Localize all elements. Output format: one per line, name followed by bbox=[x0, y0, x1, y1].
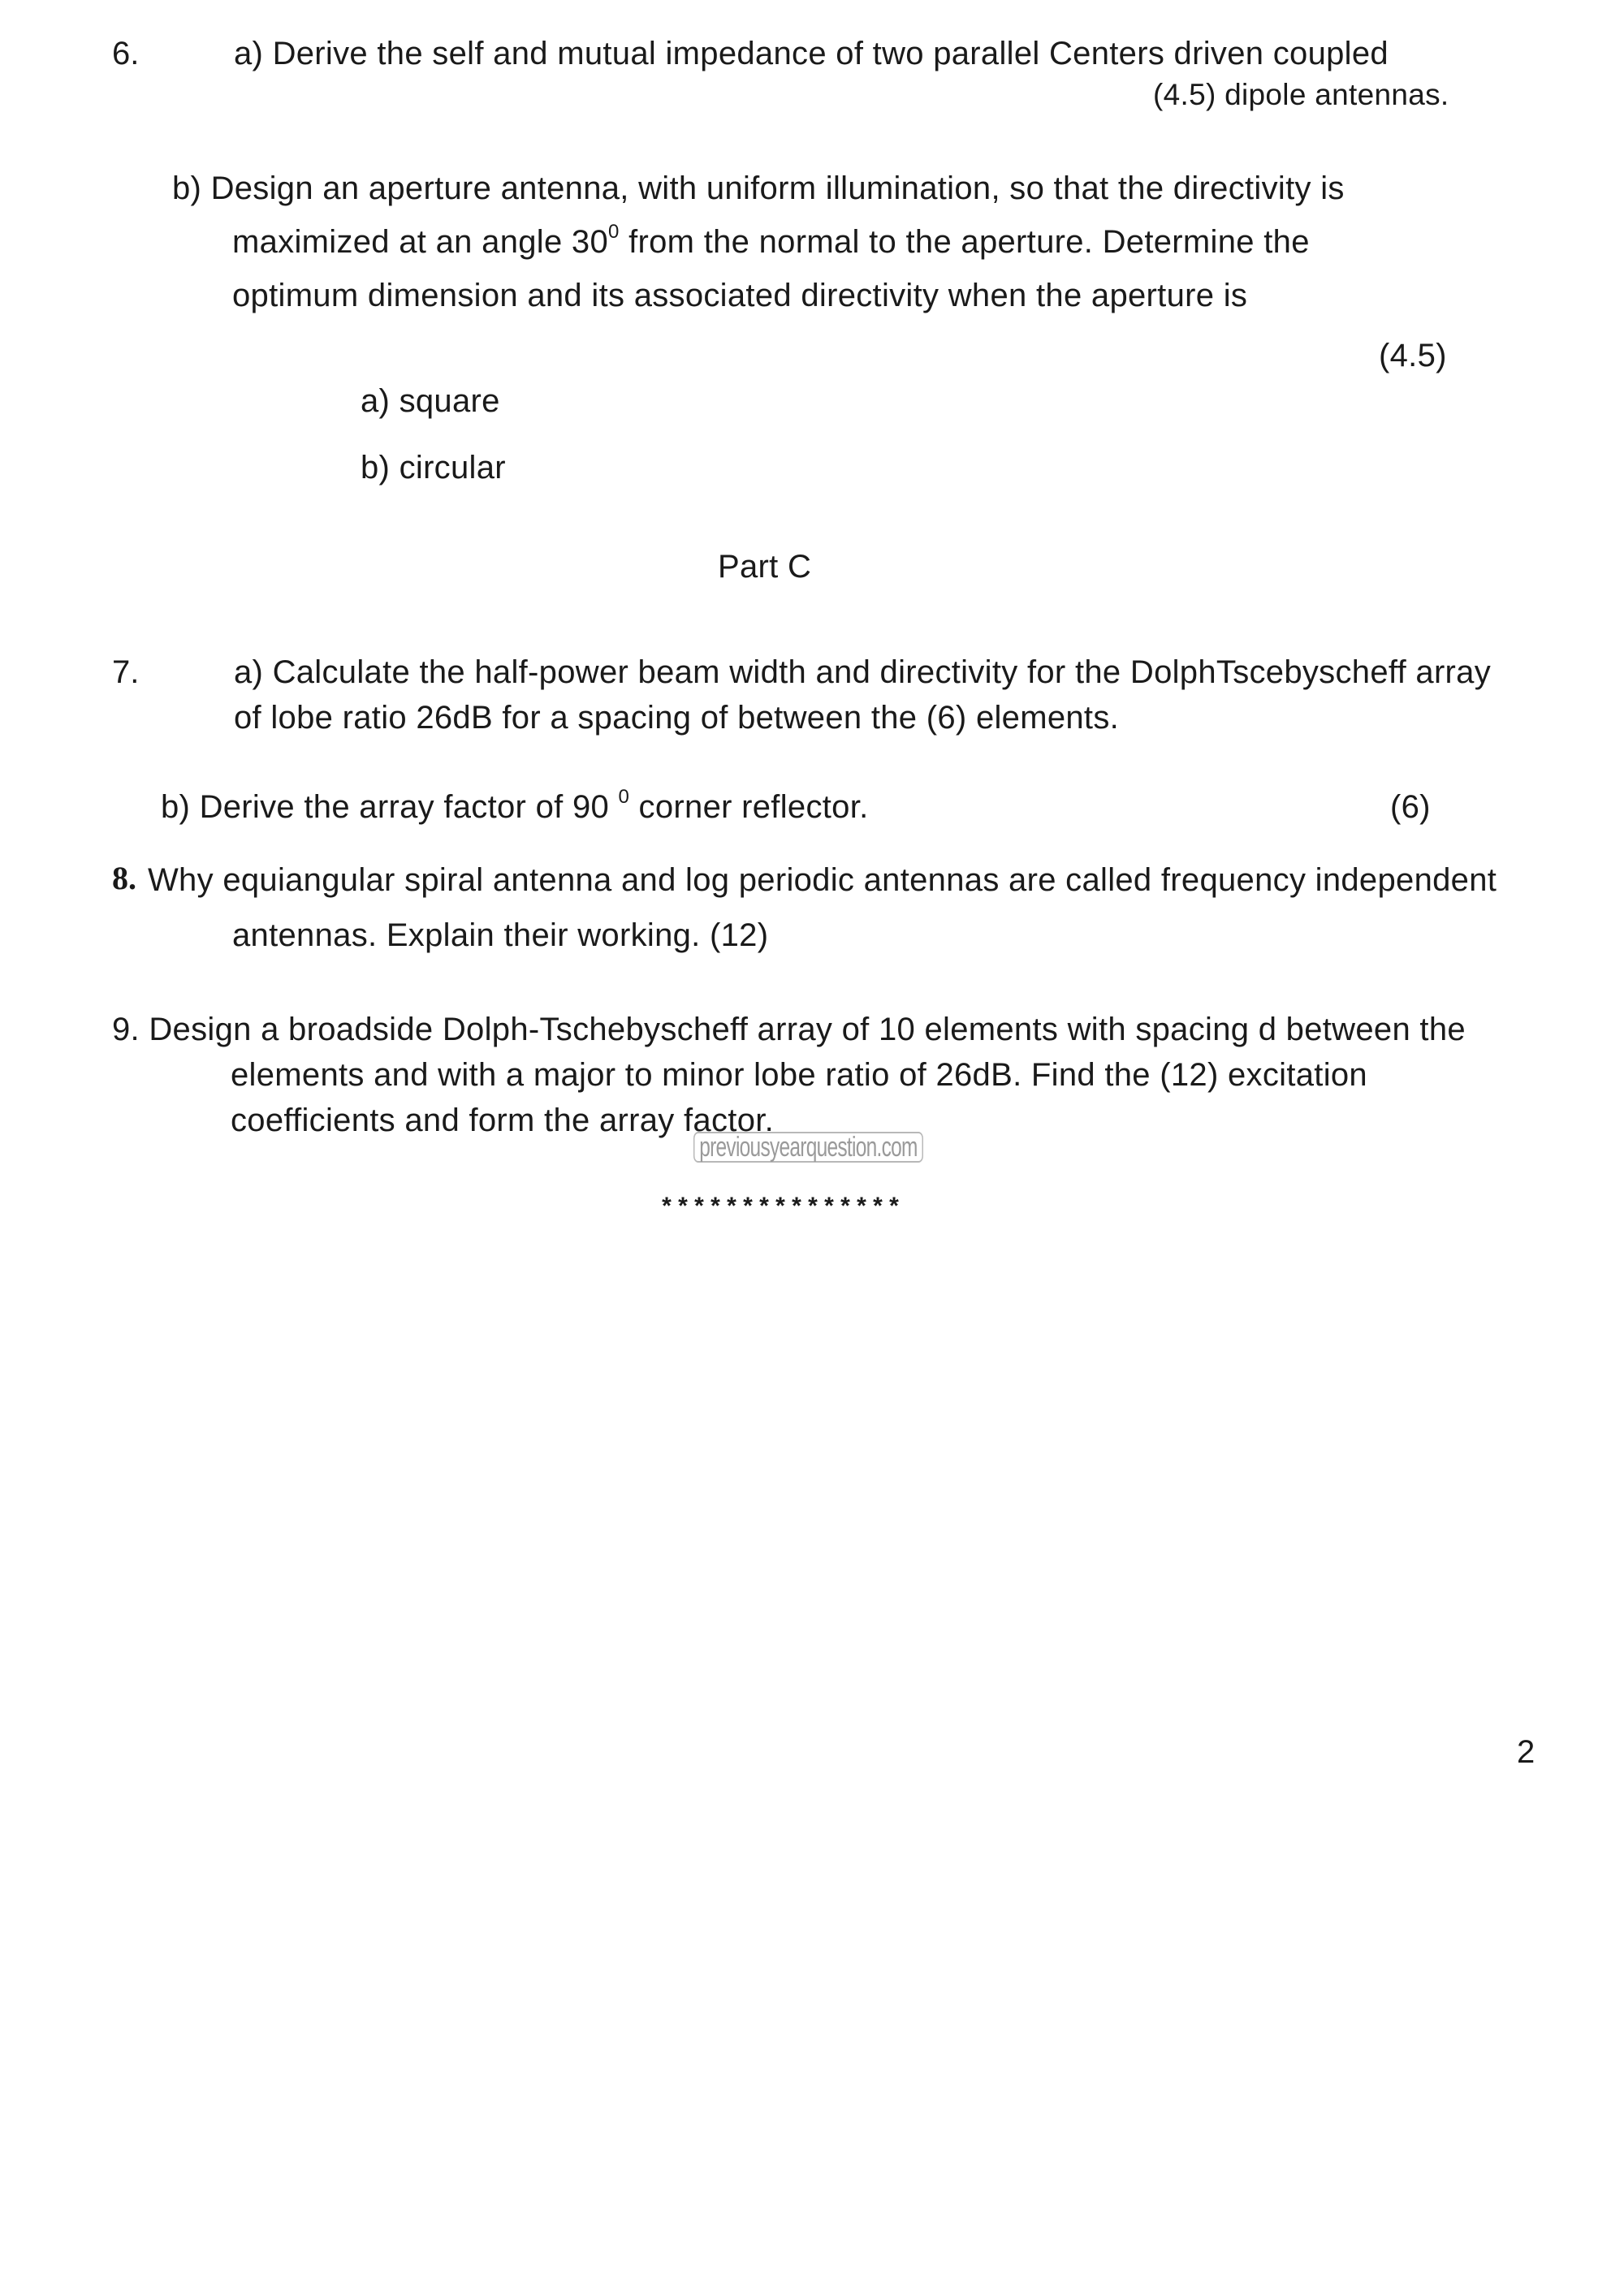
q7b-marks: (6) bbox=[1390, 789, 1431, 825]
q7b-text-rest: corner reflector. bbox=[629, 789, 869, 825]
q8-line1: Why equiangular spiral antenna and log periodic antennas are called frequency independent bbox=[148, 862, 1497, 898]
q7b-line bbox=[161, 786, 869, 825]
q6b-option-circular: b) circular bbox=[361, 450, 506, 486]
q6b-line3: optimum dimension and its associated directivity when the aperture is bbox=[232, 278, 1248, 313]
q8-number: 8. bbox=[112, 860, 136, 896]
end-of-paper-marker: *************** bbox=[659, 1195, 904, 1223]
section-heading-part-c: Part C bbox=[718, 549, 812, 585]
q6b-line2 bbox=[232, 221, 1310, 260]
page-number: 2 bbox=[1517, 1734, 1535, 1770]
q6b-line2-text-rest: from the normal to the aperture. Determine the bbox=[619, 224, 1310, 260]
q9-line2: elements and with a major to minor lobe ratio of 26dB. Find the (12) excitation bbox=[231, 1057, 1367, 1093]
q6b-line2-text: maximized at an angle 30 bbox=[232, 224, 609, 260]
q7a-line2: of lobe ratio 26dB for a spacing of between the (6) elements. bbox=[234, 700, 1120, 736]
degree-superscript: 0 bbox=[618, 786, 630, 808]
degree-superscript: 0 bbox=[608, 221, 620, 243]
q9-line3: coefficients and form the array factor. bbox=[231, 1103, 775, 1138]
q6-number: 6. bbox=[112, 36, 140, 71]
watermark-logo: previousyearquestion.com bbox=[693, 1132, 923, 1163]
q6a-line2: (4.5) dipole antennas. bbox=[1153, 78, 1449, 111]
q6b-marks: (4.5) bbox=[1379, 338, 1447, 373]
q9-line1: 9. Design a broadside Dolph-Tschebyscheff array of 10 elements with spacing d between the bbox=[112, 1012, 1466, 1047]
q7b-text: b) Derive the array factor of 90 bbox=[161, 789, 619, 825]
q6b-line1: b) Design an aperture antenna, with uniform illumination, so that the directivity is bbox=[172, 170, 1345, 206]
q6b-option-square: a) square bbox=[361, 383, 500, 419]
q6a-line1: a) Derive the self and mutual impedance of two parallel Centers driven coupled bbox=[234, 36, 1389, 71]
q7-number: 7. bbox=[112, 654, 140, 690]
q7a-line1: a) Calculate the half-power beam width and directivity for the DolphTscebyscheff array bbox=[234, 654, 1492, 690]
q8-line2: antennas. Explain their working. (12) bbox=[232, 917, 769, 953]
